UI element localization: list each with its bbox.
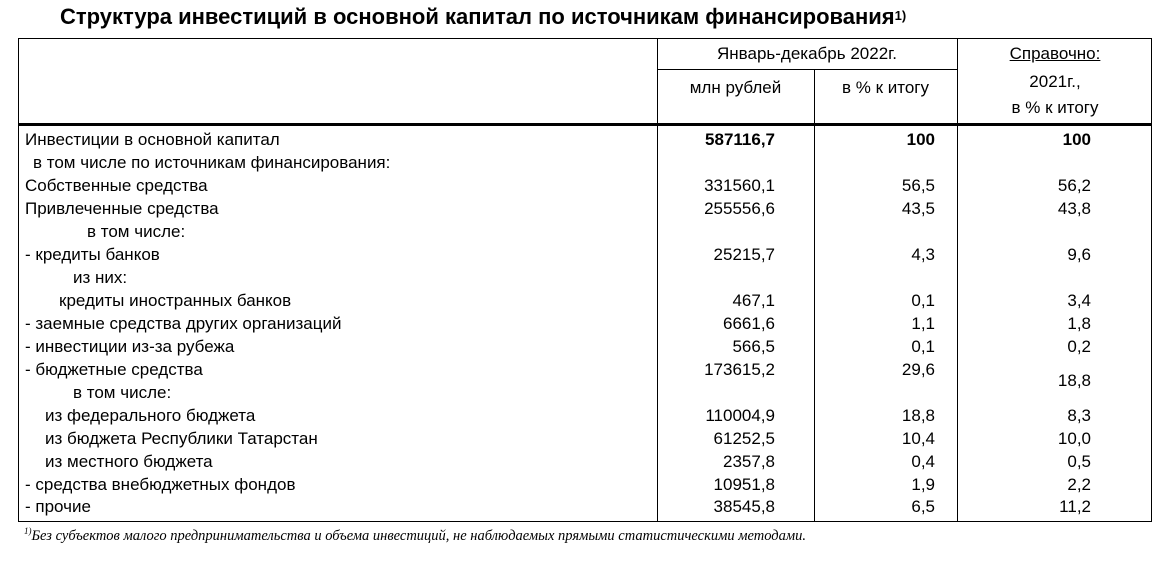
table-row [19, 473, 1151, 496]
row-label: из местного бюджета [45, 452, 213, 471]
reference-value: 1,8 [1067, 314, 1091, 333]
title-footnote-mark: 1) [894, 8, 907, 23]
table-row [19, 358, 1151, 381]
reference-value: 43,8 [1057, 199, 1091, 218]
table-row [19, 266, 1151, 289]
row-label: из федерального бюджета [45, 406, 256, 425]
reference-value: 9,6 [1067, 245, 1091, 264]
reference-value: 2,2 [1067, 475, 1091, 494]
amount-value: 2357,8 [723, 452, 775, 471]
row-label: - инвестиции из-за рубежа [25, 337, 235, 356]
row-label: из них: [73, 268, 128, 287]
table-row [19, 335, 1151, 358]
amount-value: 173615,2 [704, 360, 775, 379]
row-label: - прочие [25, 497, 91, 516]
share-value: 10,4 [901, 429, 935, 448]
page-title [60, 4, 906, 30]
reference-value: 8,3 [1067, 406, 1091, 425]
reference-value: 18,8 [1057, 371, 1091, 390]
header-bottom-rule [19, 123, 1151, 126]
table-row [19, 243, 1151, 266]
share-value: 43,5 [901, 199, 935, 218]
row-label: в том числе по источникам финансирования: [33, 153, 391, 172]
row-label: - заемные средства других организаций [25, 314, 342, 333]
table-row [19, 312, 1151, 335]
share-value: 1,1 [911, 314, 935, 333]
share-value: 0,1 [911, 337, 935, 356]
amount-value: 587116,7 [705, 130, 775, 149]
table-row [19, 128, 1151, 151]
footnote [24, 528, 806, 545]
amount-column-header: млн рублей [689, 78, 782, 97]
table-row [19, 404, 1151, 427]
amount-value: 61252,5 [713, 429, 775, 448]
amount-value: 467,1 [732, 291, 775, 310]
amount-value: 331560,1 [704, 176, 775, 195]
reference-header: Справочно: [1009, 44, 1101, 63]
row-label: - средства внебюджетных фондов [25, 475, 296, 494]
reference-value: 100 [1062, 130, 1091, 149]
table-row [19, 371, 1151, 404]
reference-value: 11,2 [1059, 497, 1091, 516]
reference-value: 56,2 [1057, 176, 1091, 195]
row-label: в том числе: [87, 222, 186, 241]
header-divider [657, 69, 957, 70]
row-label: кредиты иностранных банков [59, 291, 292, 310]
amount-value: 25215,7 [713, 245, 775, 264]
footnote-mark: 1) [24, 526, 32, 536]
row-label: из бюджета Республики Татарстан [45, 429, 318, 448]
share-value: 0,4 [911, 452, 935, 471]
amount-value: 566,5 [732, 337, 775, 356]
table-row [19, 289, 1151, 312]
reference-value: 10,0 [1057, 429, 1091, 448]
row-label: Собственные средства [25, 176, 208, 195]
table-row [19, 197, 1151, 220]
row-label: Инвестиции в основной капитал [25, 130, 280, 149]
amount-value: 255556,6 [704, 199, 775, 218]
table-row [19, 220, 1151, 243]
row-label: в том числе: [73, 383, 172, 402]
amount-value: 110004,9 [705, 406, 775, 425]
amount-value: 38545,8 [713, 497, 775, 516]
table-row [19, 427, 1151, 450]
reference-value: 3,4 [1067, 291, 1091, 310]
title-text: Структура инвестиций в основной капитал по источникам финансирования [60, 4, 895, 29]
row-label: - бюджетные средства [25, 360, 203, 379]
share-value: 100 [906, 130, 935, 149]
row-label: - кредиты банков [25, 245, 160, 264]
amount-value: 10951,8 [713, 475, 775, 494]
table-row [19, 495, 1151, 518]
share-column-header: в % к итогу [841, 78, 929, 97]
investment-table [18, 38, 1152, 522]
row-label: Привлеченные средства [25, 199, 219, 218]
share-value: 0,1 [911, 291, 935, 310]
table-row [19, 151, 1151, 174]
reference-value: 0,5 [1067, 452, 1091, 471]
footnote-text: Без субъектов малого предпринимательства и объема инвестиций, не наблюдаемых прямыми статистическими методами. [31, 528, 806, 544]
amount-value: 6661,6 [723, 314, 775, 333]
reference-year: 2021г., [1029, 72, 1081, 91]
share-value: 29,6 [901, 360, 935, 379]
period-header: Январь-декабрь 2022г. [716, 44, 897, 63]
share-value: 6,5 [911, 497, 935, 516]
table-row [19, 450, 1151, 473]
share-value: 4,3 [911, 245, 935, 264]
share-value: 56,5 [901, 176, 935, 195]
reference-value: 0,2 [1067, 337, 1091, 356]
table-row [19, 174, 1151, 197]
share-value: 18,8 [901, 406, 935, 425]
reference-unit: в % к итогу [1011, 98, 1099, 117]
share-value: 1,9 [911, 475, 935, 494]
